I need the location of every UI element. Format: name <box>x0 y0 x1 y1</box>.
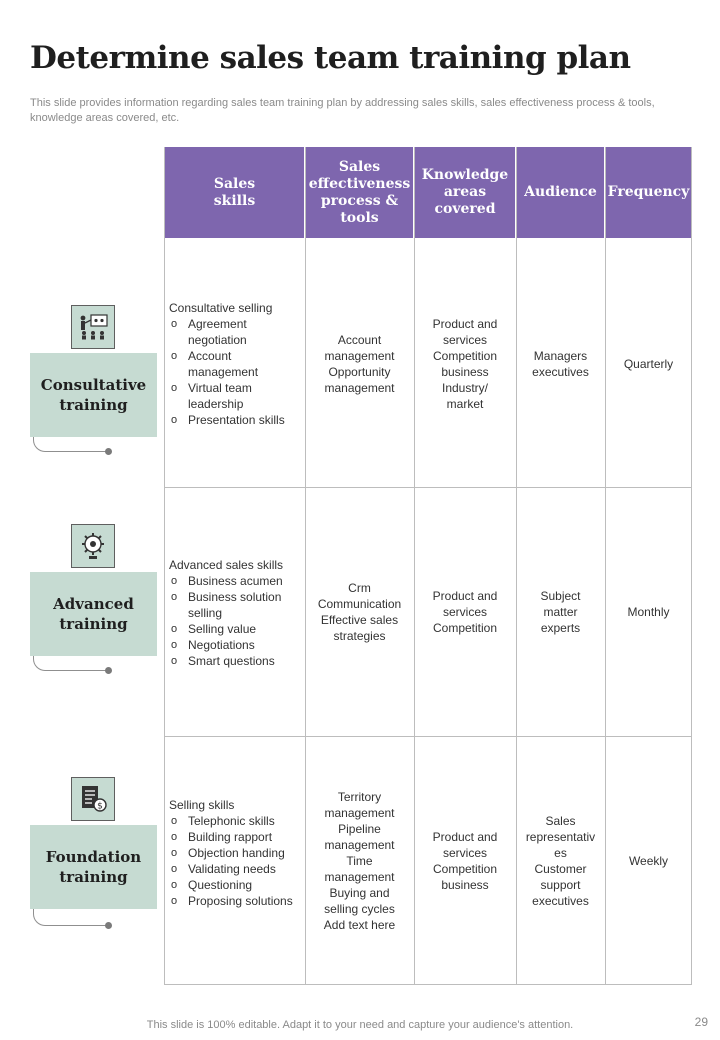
list-item: o Objection handing <box>169 845 303 861</box>
knowledge-cell: Product and services Competition business <box>432 829 498 892</box>
row-label-foundation: Foundation training <box>30 825 157 909</box>
knowledge-cell: Product and services Competition business Industry/ market <box>432 316 498 411</box>
process-cell: Territory management Pipeline management Time management Buying and selling cycles Add text here <box>323 789 396 932</box>
row-label-advanced: Advanced training <box>30 572 157 656</box>
document-money-icon <box>71 777 115 821</box>
sales-skills-cell <box>169 797 303 909</box>
frequency-cell: Quarterly <box>623 356 674 371</box>
skills-title: Advanced sales skills <box>169 558 284 572</box>
list-item: o Agreement negotiation <box>169 316 303 348</box>
list-item: o Questioning <box>169 877 303 893</box>
connector-dot <box>105 922 112 929</box>
sales-skills-cell <box>169 300 303 428</box>
frequency-cell: Weekly <box>628 853 669 868</box>
audience-cell: Managers executives <box>532 348 589 379</box>
page-subtitle: This slide provides information regarding sales team training plan by addressing sales skills, sales effectiveness process & tools, knowledge areas covered, etc. <box>30 97 655 124</box>
svg-text:$: $ <box>97 801 103 812</box>
list-item: o Building rapport <box>169 829 303 845</box>
connector-dot <box>105 448 112 455</box>
header-knowledge: Knowledge areas covered <box>415 147 515 238</box>
grid-line <box>164 147 165 985</box>
list-item: o Telephonic skills <box>169 813 303 829</box>
page-number: 29 <box>694 1015 708 1029</box>
list-item: o Selling value <box>169 621 303 637</box>
page-title: Determine sales team training plan <box>30 40 631 76</box>
header-sales-skills: Sales skills <box>165 147 304 238</box>
list-item: o Smart questions <box>169 653 303 669</box>
row-label-consultative: Consultative training <box>30 353 157 437</box>
grid-line <box>691 147 692 985</box>
presentation-icon <box>71 305 115 349</box>
frequency-cell: Monthly <box>627 605 670 619</box>
skills-title: Consultative selling <box>169 301 273 315</box>
list-item: o Proposing solutions <box>169 893 303 909</box>
list-item: o Business solution selling <box>169 589 303 621</box>
process-cell: Account management Opportunity management <box>324 332 395 395</box>
list-item: o Presentation skills <box>169 412 303 428</box>
list-item: o Virtual team leadership <box>169 380 303 412</box>
list-item: o Account management <box>169 348 303 380</box>
header-audience: Audience <box>517 147 604 238</box>
knowledge-cell: Product and services Competition <box>432 589 498 635</box>
process-cell: Crm Communication Effective sales strategies <box>317 581 402 643</box>
list-item: o Business acumen <box>169 573 303 589</box>
header-frequency: Frequency <box>606 147 691 238</box>
list-item: o Validating needs <box>169 861 303 877</box>
brain-gear-icon <box>71 524 115 568</box>
skills-title: Selling skills <box>169 798 235 812</box>
footer-note: This slide is 100% editable. Adapt it to your need and capture your audience's attention. <box>146 1019 574 1031</box>
header-effectiveness: Sales effectiveness process & tools <box>306 147 413 238</box>
connector-dot <box>105 667 112 674</box>
sales-skills-cell <box>169 557 303 669</box>
audience-cell: Subject matter experts <box>540 589 581 635</box>
audience-cell: Sales representativ es Customer support executives <box>525 813 596 908</box>
list-item: o Negotiations <box>169 637 303 653</box>
grid-line <box>164 984 691 985</box>
